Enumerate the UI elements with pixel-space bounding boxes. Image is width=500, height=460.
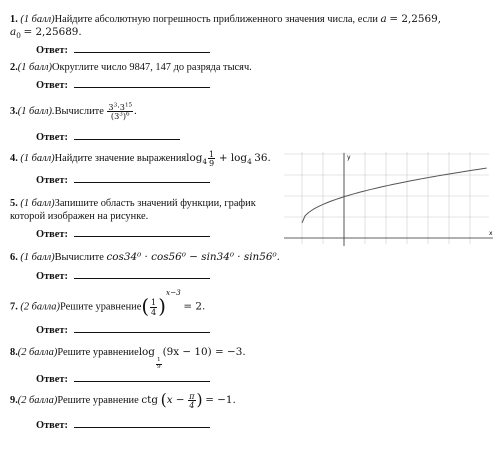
expr-den-exp: 3 — [119, 111, 123, 118]
answer-label: Ответ: — [36, 374, 68, 385]
answer-7 — [36, 322, 210, 336]
question-3 — [10, 103, 137, 120]
question-8 — [10, 346, 246, 370]
answer-field[interactable] — [74, 371, 210, 382]
question-text: Решите уравнение — [59, 301, 142, 313]
answer-label: Ответ: — [36, 420, 68, 431]
x-axis-label: x — [489, 230, 493, 237]
paren-open: ( — [160, 390, 167, 409]
var-a0-sub: 0 — [16, 31, 21, 41]
answer-field[interactable] — [74, 129, 180, 140]
log-a-arg: $\frac{1}{9}$ — [209, 149, 215, 169]
paren-close: ) — [196, 390, 203, 409]
answer-label: Ответ: — [36, 325, 68, 336]
question-number: 9. — [10, 395, 18, 406]
question-points: (1 балл) — [17, 62, 52, 73]
question-4 — [10, 150, 271, 168]
log-arg: (9x − 10) = −3. — [162, 346, 246, 358]
answer-field[interactable] — [74, 322, 210, 333]
question-text: Найдите абсолютную погрешность приближенного значения числа, если — [54, 14, 378, 25]
var-a0: a — [10, 26, 17, 38]
log-a: log — [186, 152, 203, 164]
log-base: $\frac{1}{9}$ — [156, 357, 161, 370]
question-text: Округлите число 9847, 147 до разряда тысяч. — [52, 62, 252, 73]
answer-field[interactable] — [74, 268, 210, 279]
graph-grid — [284, 152, 489, 244]
question-points: (1 балл). — [17, 106, 55, 117]
expr-den-exp2: 6 — [126, 111, 130, 118]
answer-label: Ответ: — [36, 132, 68, 143]
answer-3 — [36, 129, 180, 143]
question-points: (1 балл) — [20, 14, 55, 25]
ctg: ctg — [141, 394, 158, 406]
expression: cos34⁰ · cos56⁰ − sin34⁰ · sin56⁰. — [106, 251, 280, 263]
y-axis-label: y — [347, 154, 351, 161]
log-a-base: 4 — [202, 157, 208, 167]
question-9 — [10, 392, 236, 409]
question-number: 3. — [10, 106, 18, 117]
question-7 — [10, 288, 206, 319]
answer-label: Ответ: — [36, 175, 68, 186]
answer-5 — [36, 226, 210, 240]
question-points: (2 балла) — [17, 347, 58, 358]
question-points: (2 балла) — [20, 301, 60, 313]
answer-2 — [36, 77, 210, 91]
value-a: = 2,2569, — [389, 13, 442, 25]
question-5-line2 — [10, 210, 148, 223]
question-points: (1 балл) — [20, 198, 55, 209]
expr-tail: . — [134, 106, 137, 117]
ctg-arg: x − — [166, 394, 185, 406]
question-1 — [10, 13, 441, 26]
answer-field[interactable] — [74, 417, 210, 428]
expr-num-exp2: 15 — [124, 102, 133, 109]
question-points: (2 балла) — [17, 395, 58, 406]
question-number: 4. — [10, 153, 18, 164]
question-1-line2 — [10, 26, 82, 42]
expr-den-close: ) — [122, 111, 127, 122]
question-number: 5. — [10, 198, 18, 209]
question-5 — [10, 197, 256, 210]
var-a: a — [380, 13, 387, 25]
question-number: 1. — [10, 14, 18, 25]
question-number: 2. — [10, 62, 18, 73]
question-text: Вычислите — [54, 252, 104, 263]
expr-fraction — [107, 103, 133, 120]
question-number: 6. — [10, 252, 18, 263]
answer-8 — [36, 371, 210, 385]
answer-1 — [36, 42, 210, 56]
expr-num-exp: 3 — [113, 102, 118, 109]
question-text: Решите уравнение — [57, 347, 139, 358]
answer-field[interactable] — [74, 42, 210, 53]
question-6 — [10, 251, 280, 264]
function-curve — [302, 168, 487, 223]
value-a0: = 2,25689. — [23, 26, 82, 38]
answer-label: Ответ: — [36, 80, 68, 91]
pi-fraction: $\frac{\pi}{4}$ — [189, 391, 195, 411]
answer-6 — [36, 268, 210, 282]
log-b: + log — [218, 152, 248, 164]
question-number: 8. — [10, 347, 18, 358]
question-text-2: которой изображен на рисунке. — [10, 211, 149, 222]
answer-label: Ответ: — [36, 229, 68, 240]
answer-field[interactable] — [74, 172, 210, 183]
answer-label: Ответ: — [36, 45, 68, 56]
expr-den-base: (3 — [110, 111, 120, 122]
paren-close: ) — [158, 295, 166, 319]
question-text: Вычислите — [54, 106, 104, 117]
answer-4 — [36, 172, 210, 186]
expr-num-mult: ·3 — [117, 102, 125, 112]
log-b-base: 4 — [247, 157, 252, 167]
answer-field[interactable] — [74, 226, 210, 237]
rhs: = −1. — [205, 394, 236, 406]
expr-num-base: 3 — [108, 102, 114, 112]
question-2 — [10, 61, 252, 74]
answer-9 — [36, 417, 210, 431]
log-b-arg: 36. — [254, 152, 271, 164]
question-text: Решите уравнение — [57, 395, 139, 406]
answer-label: Ответ: — [36, 271, 68, 282]
paren-open: ( — [141, 295, 150, 319]
answer-field[interactable] — [74, 77, 210, 88]
question-points: (1 балл) — [20, 153, 55, 164]
question-points: (1 балл) — [20, 252, 55, 263]
log: log — [138, 346, 155, 358]
exponent: x−3 — [165, 288, 181, 297]
function-graph — [282, 150, 497, 248]
rhs: = 2. — [183, 300, 206, 313]
question-number: 7. — [10, 301, 18, 313]
question-text: Найдите значение выражения — [54, 153, 187, 164]
base-fraction: $\frac{1}{4}$ — [151, 297, 157, 317]
question-text: Запишите область значений функции, график — [54, 198, 256, 209]
